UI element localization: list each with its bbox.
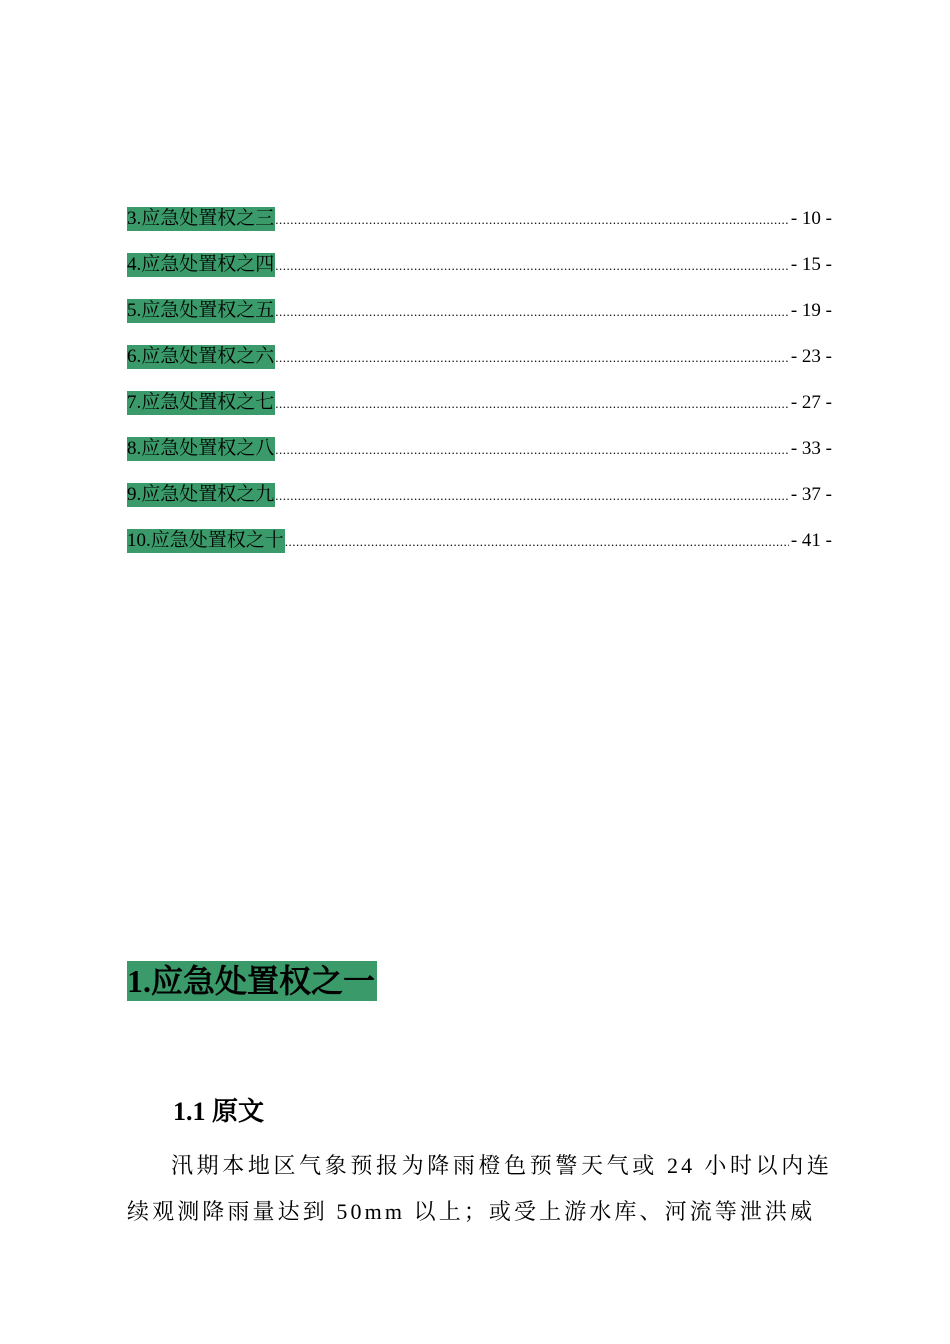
toc-entry-label[interactable]: 9.应急处置权之九 [127,484,275,505]
toc-leader-dots [275,485,789,507]
toc-page-number: - 33 - [790,438,832,459]
body-paragraph: 汛期本地区气象预报为降雨橙色预警天气或 24 小时以内连续观测降雨量达到 50mm 以上；或受上游水库、河流等泄洪威 [127,1153,832,1224]
toc-page-number: - 37 - [790,484,832,505]
toc-entry[interactable] [127,277,832,323]
toc-entry-label[interactable]: 10.应急处置权之十 [127,530,284,551]
toc-leader-dots [275,301,789,323]
toc-entry[interactable] [127,231,832,277]
toc-entry[interactable] [127,461,832,507]
toc-entry[interactable] [127,415,832,461]
toc-entry-label[interactable]: 3.应急处置权之三 [127,208,275,229]
toc-entry-label[interactable]: 8.应急处置权之八 [127,438,275,459]
toc-entry[interactable] [127,185,832,231]
toc-leader-dots [275,393,789,415]
toc-page-number: - 41 - [790,530,832,551]
subsection-heading: 1.1 原文 [173,1096,265,1126]
toc-entry-label[interactable]: 7.应急处置权之七 [127,392,275,413]
toc-leader-dots [285,531,789,553]
toc-entry-label[interactable]: 5.应急处置权之五 [127,300,275,321]
toc-leader-dots [275,439,789,461]
toc-page-number: - 15 - [790,254,832,275]
toc-page-number: - 27 - [790,392,832,413]
toc-page-number: - 19 - [790,300,832,321]
toc-leader-dots [275,347,789,369]
toc-page-number: - 23 - [790,346,832,367]
toc-entry-label[interactable]: 6.应急处置权之六 [127,346,275,367]
section-heading: 1.应急处置权之一 [127,963,376,1000]
toc-page-number: - 10 - [790,208,832,229]
toc-entry[interactable] [127,369,832,415]
toc-entry-label[interactable]: 4.应急处置权之四 [127,254,275,275]
table-of-contents [127,185,832,553]
toc-entry[interactable] [127,323,832,369]
toc-entry[interactable] [127,507,832,553]
toc-leader-dots [275,209,789,231]
toc-leader-dots [275,255,789,277]
